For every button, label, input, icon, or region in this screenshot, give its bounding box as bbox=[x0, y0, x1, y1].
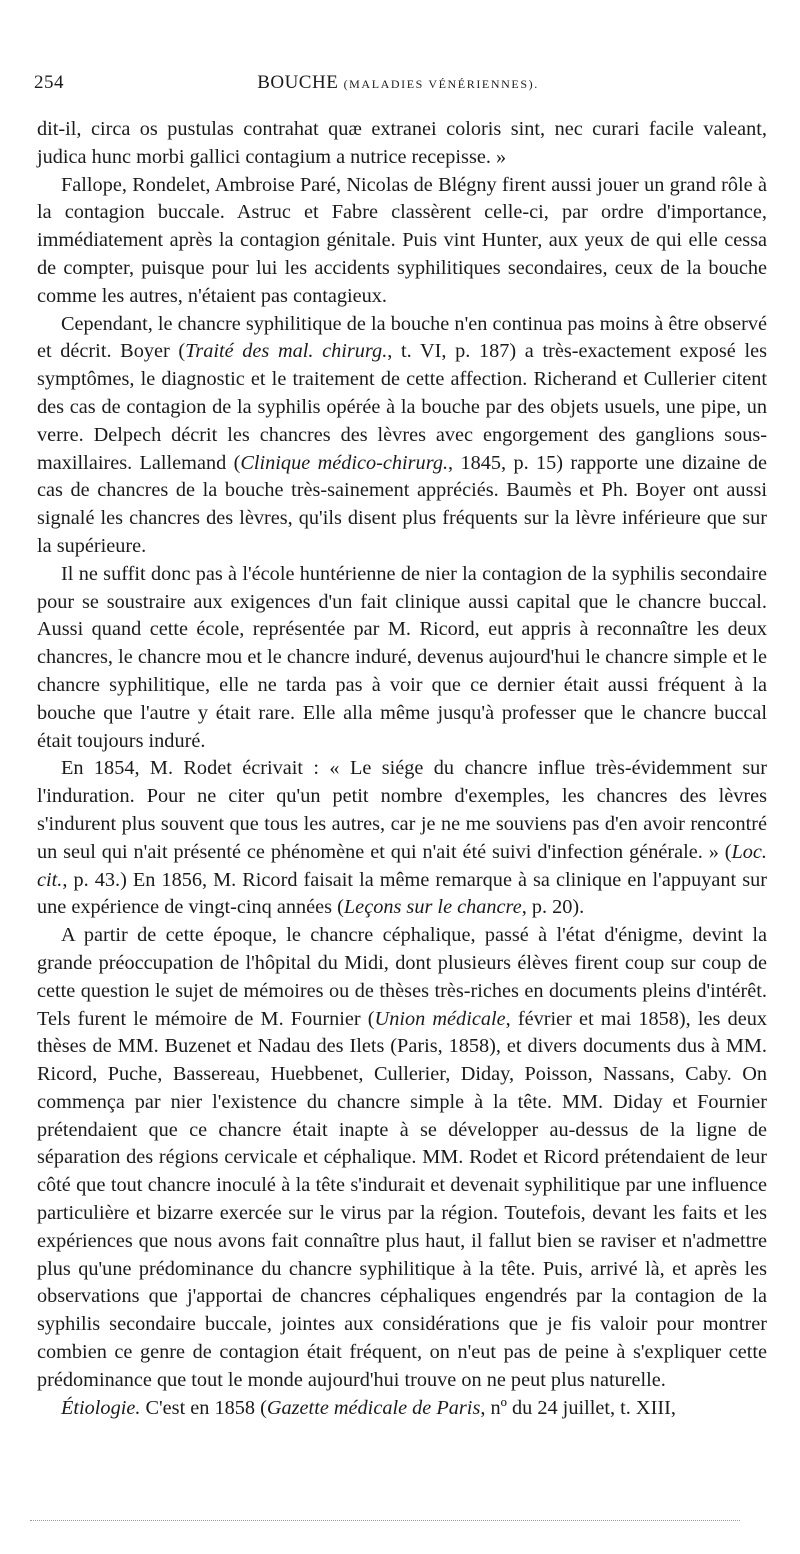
italic-text: Traité des mal. chirurg. bbox=[185, 340, 388, 363]
paragraph bbox=[37, 922, 767, 1395]
italic-text: Étiologie. bbox=[61, 1396, 141, 1419]
italic-text: Union médicale bbox=[374, 1007, 506, 1030]
paragraph bbox=[37, 172, 767, 311]
page-number: 254 bbox=[34, 72, 64, 93]
text-segment: A partir de cette époque, le chancre céphalique, passé à l'état d'énigme, devint la grande préoccupation de l'hôpital du Midi, dont plusieurs élèves firent coup sur coup de cette question le sujet de mémoires ou de thèses très-riches en documents pleins d'intérêt. Tels furent le mémoire de M. Fournier ( bbox=[37, 924, 767, 1030]
text-segment: dit-il, circa os pustulas contrahat quæ extranei coloris sint, nec curari facile valeant, judica hunc morbi gallici contagium a nutrice recepisse. » bbox=[37, 118, 767, 168]
running-title bbox=[34, 72, 762, 94]
paragraph bbox=[37, 755, 767, 922]
italic-text: Leçons sur le chancre bbox=[343, 896, 522, 919]
text-segment: , t. VI, p. 187) a très-exactement exposé les symptômes, le diagnostic et le traitement de cette affection. Richerand et Cullerier citent des cas de contagion de la syphilis opérée à la bouche par des objets usuels, une pipe, un verre. Delpech décrit les chancres des lèvres avec engorgement des ganglions sous-maxillaires. Lallemand ( bbox=[37, 340, 767, 474]
running-title-sub: (MALADIES VÉNÉRIENNES). bbox=[343, 77, 539, 91]
text-segment: , février et mai 1858), les deux thèses de MM. Buzenet et Nadau des Ilets (Paris, 1858), et divers documents dus à MM. Ricord, Puche, Bassereau, Huebbenet, Cullerier, Diday, Poisson, Nassans, Caby. On commença par nier l'existence du chancre simple à la tête. MM. Diday et Fournier prétendaient que ce chancre était inapte à se développer au-dessus de la ligne de séparation des régions cervicale et céphalique. MM. Rodet et Ricord prétendaient de leur côté que tout chancre inoculé à la tête s'indurait et devenait syphilitique par une influence particulière et bizarre exercée sur le virus par la région. Toutefois, devant les faits et les expériences que nous avons fait connaître plus haut, il fallut bien se raviser et n'admettre plus qu'une prédominance du chancre syphilitique à la tête. Puis, arrivé là, et après les observations que j'apportai de chancres céphaliques engendrés par la contagion de la syphilis secondaire buccale, jointes aux considérations que je fis valoir pour montrer combien ce genre de contagion était fréquent, on n'eut pas de peine à s'expliquer cette prédominance que tout le monde aujourd'hui trouve on ne peut plus naturelle. bbox=[37, 1007, 768, 1391]
italic-text: Clinique médico-chirurg. bbox=[240, 451, 449, 474]
paragraph bbox=[37, 561, 767, 756]
running-header bbox=[34, 72, 762, 98]
text-segment: , nº du 24 juillet, t. XIII, bbox=[480, 1396, 676, 1419]
text-segment: , 1845, p. 15) rapporte une dizaine de cas de chancres de la bouche très-sainement appréciés. Baumès et Ph. Boyer ont aussi signalé les chancres des lèvres, qu'ils disent plus fréquents sur la lèvre inférieure que sur la supérieure. bbox=[37, 451, 767, 557]
paragraph bbox=[37, 116, 767, 172]
running-title-main: BOUCHE bbox=[257, 72, 339, 93]
text-segment: , p. 43.) En 1856, M. Ricord faisait la même remarque à sa clinique en l'appuyant sur une expérience de vingt-cinq années ( bbox=[37, 868, 767, 919]
body-text bbox=[37, 116, 767, 1422]
italic-text: Loc. cit. bbox=[37, 840, 767, 891]
italic-text: Gazette médicale de Paris bbox=[266, 1396, 481, 1419]
text-segment: , p. 20). bbox=[521, 896, 585, 919]
text-segment: Il ne suffit donc pas à l'école huntérienne de nier la contagion de la syphilis secondaire pour se soustraire aux exigences d'un fait clinique aussi capital que le chancre buccal. Aussi quand cette école, représentée par M. Ricord, eut appris à reconnaître les deux chancres, le chancre mou et le chancre induré, devenus aujourd'hui le chancre simple et le chancre syphilitique, elle ne tarda pas à voir que ce dernier était aussi fréquent à la bouche que l'autre y était rare. Elle alla même jusqu'à professer que le chancre buccal était toujours induré. bbox=[37, 562, 767, 752]
footer-rule bbox=[30, 1520, 740, 1521]
text-segment: En 1854, M. Rodet écrivait : « Le siége du chancre influe très-évidemment sur l'induration. Pour ne citer qu'un petit nombre d'exemples, les chancres des lèvres s'indurent plus souvent que tous les autres, car je ne me souviens pas d'en avoir rencontré un seul qui n'ait présenté ce phénomène et qui n'ait été suivi d'infection générale. » ( bbox=[37, 757, 767, 863]
text-segment: Fallope, Rondelet, Ambroise Paré, Nicolas de Blégny firent aussi jouer un grand rôle à la contagion buccale. Astruc et Fabre classèrent celle-ci, par ordre d'importance, immédiatement après la contagion génitale. Puis vint Hunter, aux yeux de qui elle cessa de compter, puisque pour lui les accidents syphilitiques secondaires, ceux de la bouche comme les autres, n'étaient pas contagieux. bbox=[37, 173, 767, 307]
text-segment: C'est en 1858 ( bbox=[140, 1396, 267, 1419]
text-segment: Cependant, le chancre syphilitique de la bouche n'en continua pas moins à être observé et décrit. Boyer ( bbox=[37, 312, 767, 363]
paragraph bbox=[37, 311, 767, 561]
paragraph bbox=[37, 1395, 767, 1423]
